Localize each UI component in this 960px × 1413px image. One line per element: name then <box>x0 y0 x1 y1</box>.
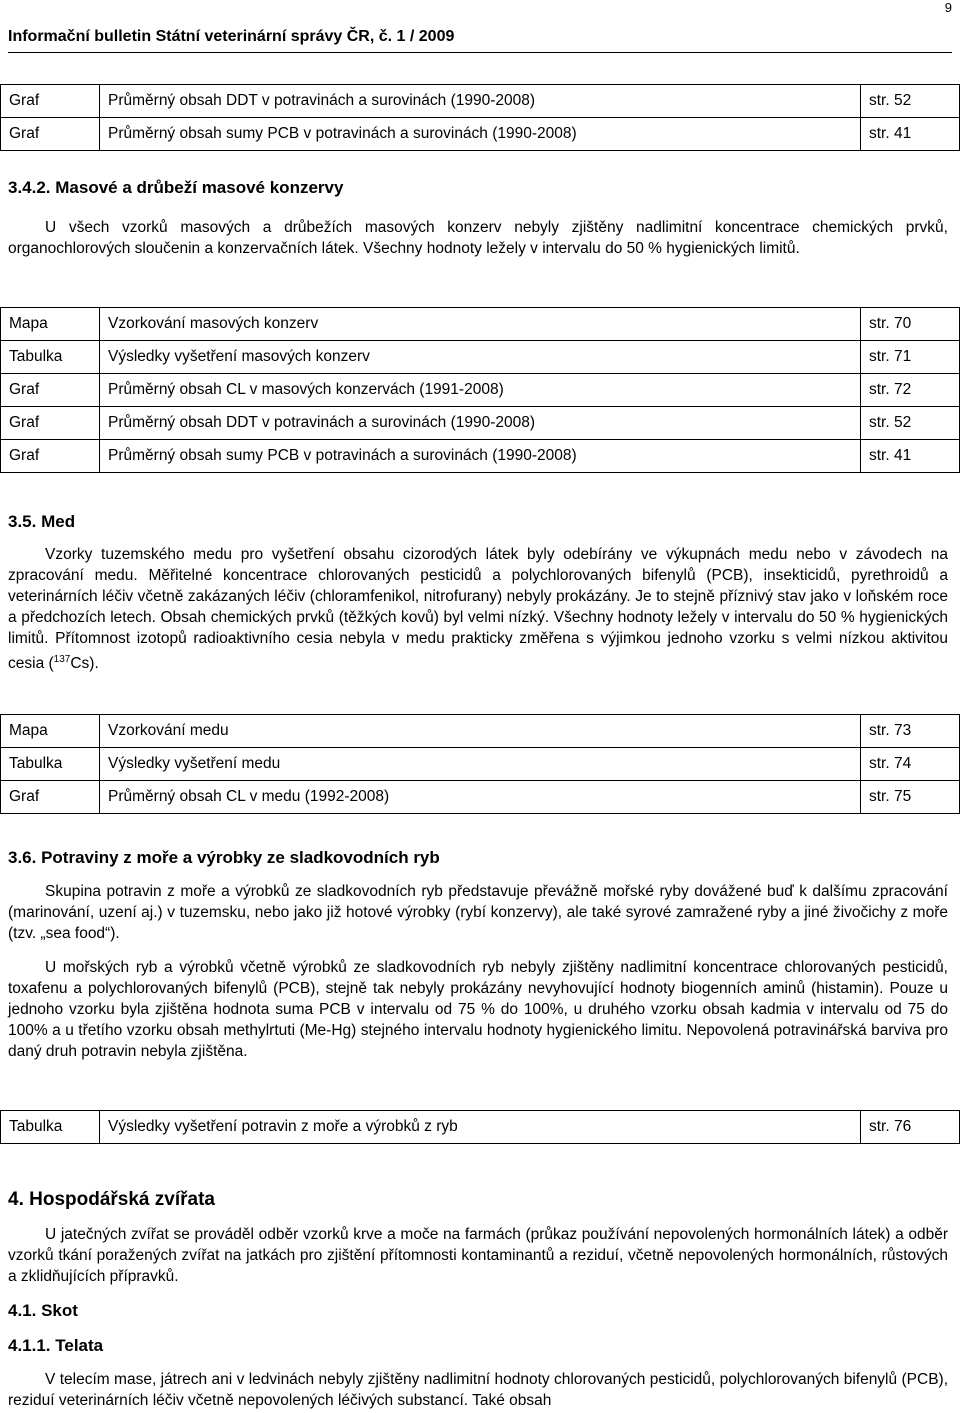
ref-type: Graf <box>1 407 100 440</box>
ref-page: str. 74 <box>861 748 960 781</box>
reference-table-top <box>0 84 960 151</box>
table-row <box>1 748 960 781</box>
table-row <box>1 781 960 814</box>
table-row <box>1 118 960 151</box>
ref-page: str. 41 <box>861 440 960 473</box>
section-3-4-2-text: U všech vzorků masových a drůbežích masových konzerv nebyly zjištěny nadlimitní koncentrace chemických prvků, organochlorových sloučenin a konzervačních látek. Všechny hodnoty ležely v intervalu do 50 % hygienických limitů. <box>8 219 948 257</box>
ref-page: str. 72 <box>861 374 960 407</box>
page-number: 9 <box>944 0 952 15</box>
isotope-symbol: Cs). <box>70 655 99 673</box>
ref-title: Průměrný obsah CL v masových konzervách (1991-2008) <box>100 374 861 407</box>
isotope-mass-number: 137 <box>53 654 71 665</box>
ref-title: Průměrný obsah DDT v potravinách a surovinách (1990-2008) <box>100 407 861 440</box>
table-row <box>1 440 960 473</box>
ref-title: Výsledky vyšetření masových konzerv <box>100 341 861 374</box>
document-header: Informační bulletin Státní veterinární správy ČR, č. 1 / 2009 <box>8 28 952 53</box>
section-3-5-body: Vzorky tuzemského medu pro vyšetření obsahu cizorodých látek byly odebírány ve výkupnách medu nebo v závodech na zpracování medu. Měřitelné koncentrace chlorovaných pesticidů a polychlorovaných bifenylů (PCB), insekticidů, pyrethroidů a veterinárních léčiv včetně zakázaných léčiv (chloramfenikol, nitrofurany) nebyly prokázány. Je to stejně příznivý stav jako v loňském roce a předchozích letech. Obsah chemických prvků (těžkých kovů) byl velmi nízký. Všechny hodnoty ležely v intervalu do 50 % hygienických limitů. Přítomnost izotopů radioaktivního cesia nebyla v medu prakticky změřena s výjimkou jednoho vzorku s velmi nízkou aktivitou cesia ( <box>8 546 948 673</box>
table-row <box>1 374 960 407</box>
reference-table-3-4-2 <box>0 307 960 473</box>
ref-title: Průměrný obsah sumy PCB v potravinách a surovinách (1990-2008) <box>100 440 861 473</box>
section-heading-3-5: 3.5. Med <box>8 512 76 531</box>
ref-page: str. 41 <box>861 118 960 151</box>
table-row <box>1 308 960 341</box>
table-row <box>1 715 960 748</box>
ref-type: Mapa <box>1 308 100 341</box>
ref-page: str. 75 <box>861 781 960 814</box>
reference-table-3-6 <box>0 1110 960 1144</box>
ref-type: Graf <box>1 118 100 151</box>
section-heading-3-6: 3.6. Potraviny z moře a výrobky ze sladkovodních ryb <box>8 848 440 867</box>
ref-page: str. 76 <box>861 1111 960 1144</box>
section-4-1-1-text: V telecím mase, játrech ani v ledvinách nebyly zjištěny nadlimitní hodnoty chlorovaných pesticidů, polychlorovaných bifenylů (PCB), reziduí veterinárních léčiv včetně nepovolených léčivých substancí. Také obsah <box>8 1371 948 1409</box>
ref-page: str. 70 <box>861 308 960 341</box>
ref-title: Výsledky vyšetření medu <box>100 748 861 781</box>
section-heading-4-1-1: 4.1.1. Telata <box>8 1336 104 1355</box>
ref-title: Výsledky vyšetření potravin z moře a výrobků z ryb <box>100 1111 861 1144</box>
ref-type: Graf <box>1 781 100 814</box>
ref-title: Vzorkování medu <box>100 715 861 748</box>
ref-title: Průměrný obsah CL v medu (1992-2008) <box>100 781 861 814</box>
section-heading-3-4-2: 3.4.2. Masové a drůbeží masové konzervy <box>8 178 344 197</box>
ref-type: Graf <box>1 374 100 407</box>
section-3-6-text-1: Skupina potravin z moře a výrobků ze sladkovodních ryb představuje převážně mořské ryby dovážené buď k dalšímu zpracování (marinování, uzení aj.) v tuzemsku, nebo jako již hotové výrobky (rybí konzervy), ale také syrové zamražené ryby a jiné živočichy z moře (tzv. „sea food“). <box>8 883 948 942</box>
ref-title: Průměrný obsah sumy PCB v potravinách a surovinách (1990-2008) <box>100 118 861 151</box>
reference-table-3-5 <box>0 714 960 814</box>
table-row <box>1 85 960 118</box>
ref-type: Tabulka <box>1 748 100 781</box>
ref-page: str. 73 <box>861 715 960 748</box>
ref-page: str. 71 <box>861 341 960 374</box>
section-heading-4-1: 4.1. Skot <box>8 1301 78 1320</box>
section-3-6-text-2: U mořských ryb a výrobků včetně výrobků ze sladkovodních ryb nebyly zjištěny nadlimitní koncentrace chlorovaných pesticidů, toxafenu a polychlorovaných bifenylů (PCB), stejně tak nebyly prokázány nevyhovující hodnoty biogenních aminů (histamin). Pouze u jednoho vzorku byla zjištěna hodnota suma PCB v intervalu od 75 % do 100%, u druhého vzorku obsah kadmia v intervalu od 75 do 100% a u třetího vzorku obsah methylrtuti (Me-Hg) stejného intervalu hodnoty hygienického limitu. Nepovolená potravinářská barviva pro daný druh potravin nebyla zjištěna. <box>8 959 948 1060</box>
ref-type: Tabulka <box>1 341 100 374</box>
section-3-5-text <box>8 544 948 674</box>
section-heading-4: 4. Hospodářská zvířata <box>8 1189 215 1210</box>
ref-title: Průměrný obsah DDT v potravinách a surovinách (1990-2008) <box>100 85 861 118</box>
ref-title: Vzorkování masových konzerv <box>100 308 861 341</box>
ref-type: Tabulka <box>1 1111 100 1144</box>
table-row <box>1 1111 960 1144</box>
table-row <box>1 341 960 374</box>
ref-type: Graf <box>1 85 100 118</box>
table-row <box>1 407 960 440</box>
ref-page: str. 52 <box>861 407 960 440</box>
ref-type: Graf <box>1 440 100 473</box>
ref-type: Mapa <box>1 715 100 748</box>
ref-page: str. 52 <box>861 85 960 118</box>
section-4-text: U jatečných zvířat se prováděl odběr vzorků krve a moče na farmách (průkaz používání nepovolených hormonálních látek) a odběr vzorků tkání poražených zvířat na jatkách pro zjištění přítomnosti kontaminantů a reziduí, včetně nepovolených hormonálních, růstových a zklidňujících přípravků. <box>8 1226 948 1285</box>
